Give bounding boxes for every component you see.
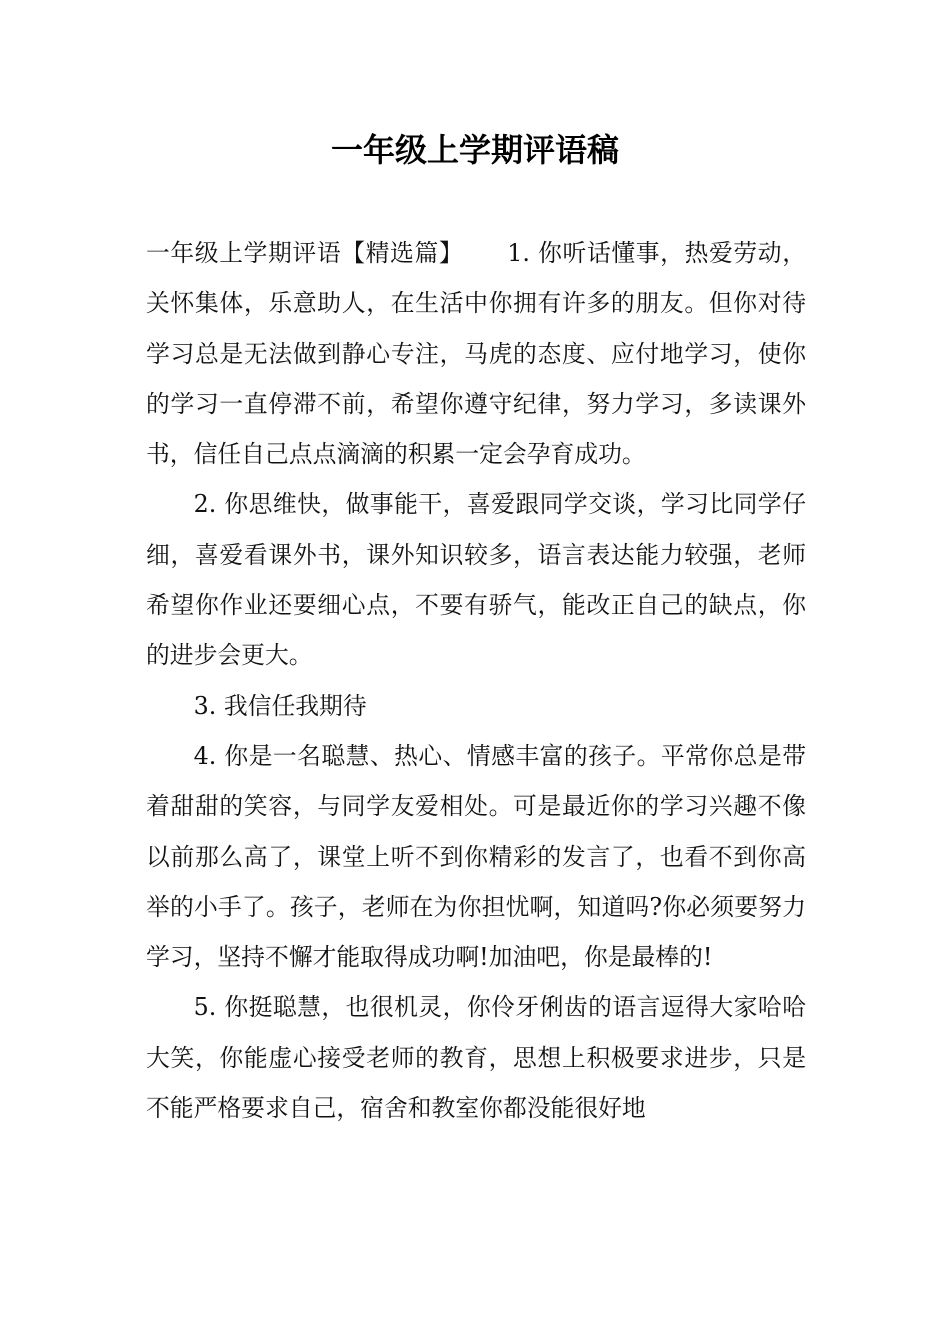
paragraph-1-text: 1. 你听话懂事，热爱劳动，关怀集体，乐意助人，在生活中你拥有许多的朋友。但你对待学习总是无法做到静心专注，马虎的态度、应付地学习，使你的学习一直停滞不前，希望你遵守纪律，努力学习，多读课外书，信任自己点点滴滴的积累一定会孕育成功。 [146, 239, 806, 469]
document-title: 一年级上学期评语稿 [330, 131, 619, 169]
paragraph-2: 2. 你思维快，做事能干，喜爱跟同学交谈，学习比同学仔细，喜爱看课外书，课外知识较多，语言表达能力较强，老师希望你作业还要细心点，不要有骄气，能改正自己的缺点，你的进步会更大。 [146, 490, 806, 670]
paragraph-4: 4. 你是一名聪慧、热心、情感丰富的孩子。平常你总是带着甜甜的笑容，与同学友爱相处。可是最近你的学习兴趣不像以前那么高了，课堂上听不到你精彩的发言了，也看不到你高举的小手了。孩子，老师在为你担忧啊，知道吗?你必须要努力学习，坚持不懈才能取得成功啊!加油吧，你是最棒的! [146, 741, 806, 972]
intro-heading: 一年级上学期评语【精选篇】 [146, 239, 464, 267]
paragraph-intro [146, 228, 806, 479]
document-body [146, 228, 806, 1133]
paragraph-3: 3. 我信任我期待 [193, 691, 367, 720]
paragraph-5: 5. 你挺聪慧，也很机灵，你伶牙俐齿的语言逗得大家哈哈大笑，你能虚心接受老师的教育，思想上积极要求进步，只是不能严格要求自己，宿舍和教室你都没能很好地 [146, 993, 806, 1123]
